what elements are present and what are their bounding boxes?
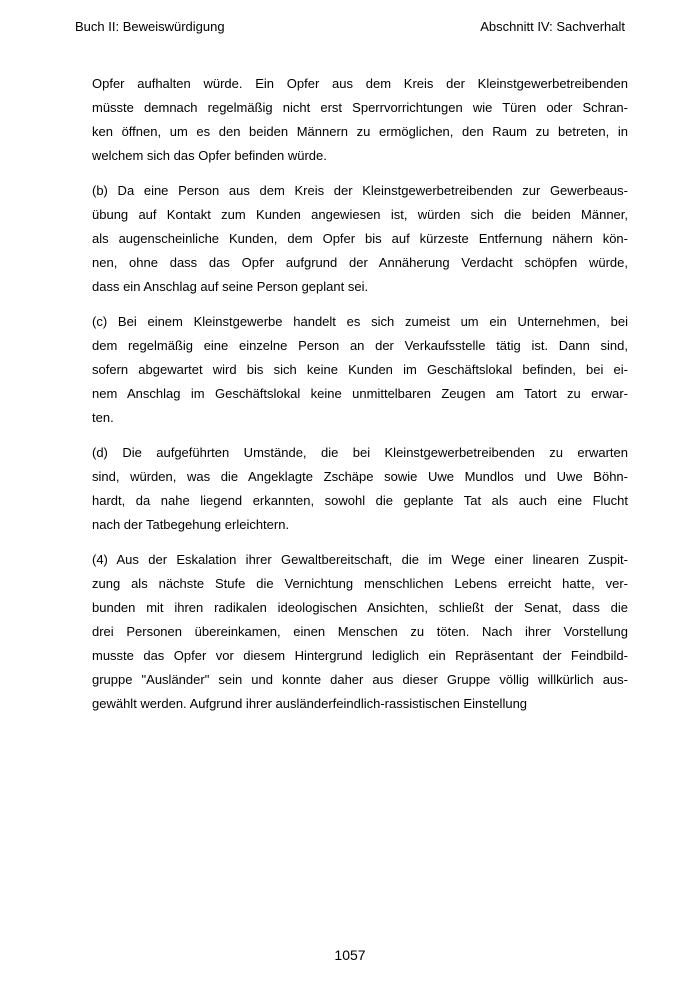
- text-line: bunden mit ihren radikalen ideologischen Ansichten, schließt der Senat, dass die: [92, 600, 628, 615]
- text-line: sind, würden, was die Angeklagte Zschäpe sowie Uwe Mundlos und Uwe Böhn-: [92, 469, 628, 484]
- text-line: (b) Da eine Person aus dem Kreis der Kleinstgewerbetreibenden zur Gewerbeaus-: [92, 183, 628, 198]
- text-line: musste das Opfer vor diesem Hintergrund lediglich ein Repräsentant der Feindbild-: [92, 648, 628, 663]
- text-line: (c) Bei einem Kleinstgewerbe handelt es sich zumeist um ein Unternehmen, bei: [92, 314, 628, 329]
- text-line: dem regelmäßig eine einzelne Person an der Verkaufsstelle tätig ist. Dann sind,: [92, 338, 628, 353]
- text-line: müsste demnach regelmäßig nicht erst Sperrvorrichtungen wie Türen oder Schran-: [92, 100, 628, 115]
- page-header: [75, 19, 625, 35]
- text-line: (4) Aus der Eskalation ihrer Gewaltbereitschaft, die im Wege einer linearen Zuspit-: [92, 552, 628, 567]
- paragraph: [92, 72, 628, 168]
- text-line: Opfer aufhalten würde. Ein Opfer aus dem Kreis der Kleinstgewerbetreibenden: [92, 76, 628, 91]
- text-line: zung als nächste Stufe die Vernichtung menschlichen Lebens erreicht hatte, ver-: [92, 576, 628, 591]
- paragraph: [92, 310, 628, 430]
- text-line: gruppe "Ausländer" sein und konnte daher aus dieser Gruppe völlig willkürlich aus-: [92, 672, 628, 687]
- text-line: ken öffnen, um es den beiden Männern zu ermöglichen, den Raum zu betreten, in: [92, 124, 628, 139]
- page-footer: [0, 947, 700, 963]
- text-line: drei Personen übereinkamen, einen Menschen zu töten. Nach ihrer Vorstellung: [92, 624, 628, 639]
- text-line: ten.: [92, 410, 114, 425]
- text-line: gewählt werden. Aufgrund ihrer ausländerfeindlich-rassistischen Einstellung: [92, 696, 528, 711]
- text-line: sofern abgewartet wird bis sich keine Kunden im Geschäftslokal befinden, bei ei-: [92, 362, 628, 377]
- header-book-title: Buch II: Beweiswürdigung: [75, 19, 225, 34]
- text-line: nem Anschlag im Geschäftslokal keine unmittelbaren Zeugen am Tatort zu erwar-: [92, 386, 628, 401]
- text-line: nen, ohne dass das Opfer aufgrund der Annäherung Verdacht schöpfen würde,: [92, 255, 628, 270]
- paragraph: [92, 548, 628, 716]
- text-line: hardt, da nahe liegend erkannten, sowohl die geplante Tat als auch eine Flucht: [92, 493, 628, 508]
- text-line: übung auf Kontakt zum Kunden angewiesen ist, würden sich die beiden Männer,: [92, 207, 628, 222]
- header-section-title: Abschnitt IV: Sachverhalt: [480, 19, 625, 34]
- text-line: dass ein Anschlag auf seine Person geplant sei.: [92, 279, 369, 294]
- document-body: [92, 72, 628, 727]
- paragraph: [92, 441, 628, 537]
- text-line: welchem sich das Opfer befinden würde.: [92, 148, 327, 163]
- page-number: 1057: [334, 947, 366, 963]
- text-line: als augenscheinliche Kunden, dem Opfer bis auf kürzeste Entfernung nähern kön-: [92, 231, 628, 246]
- text-line: nach der Tatbegehung erleichtern.: [92, 517, 290, 532]
- text-line: (d) Die aufgeführten Umstände, die bei Kleinstgewerbetreibenden zu erwarten: [92, 445, 628, 460]
- paragraph: [92, 179, 628, 299]
